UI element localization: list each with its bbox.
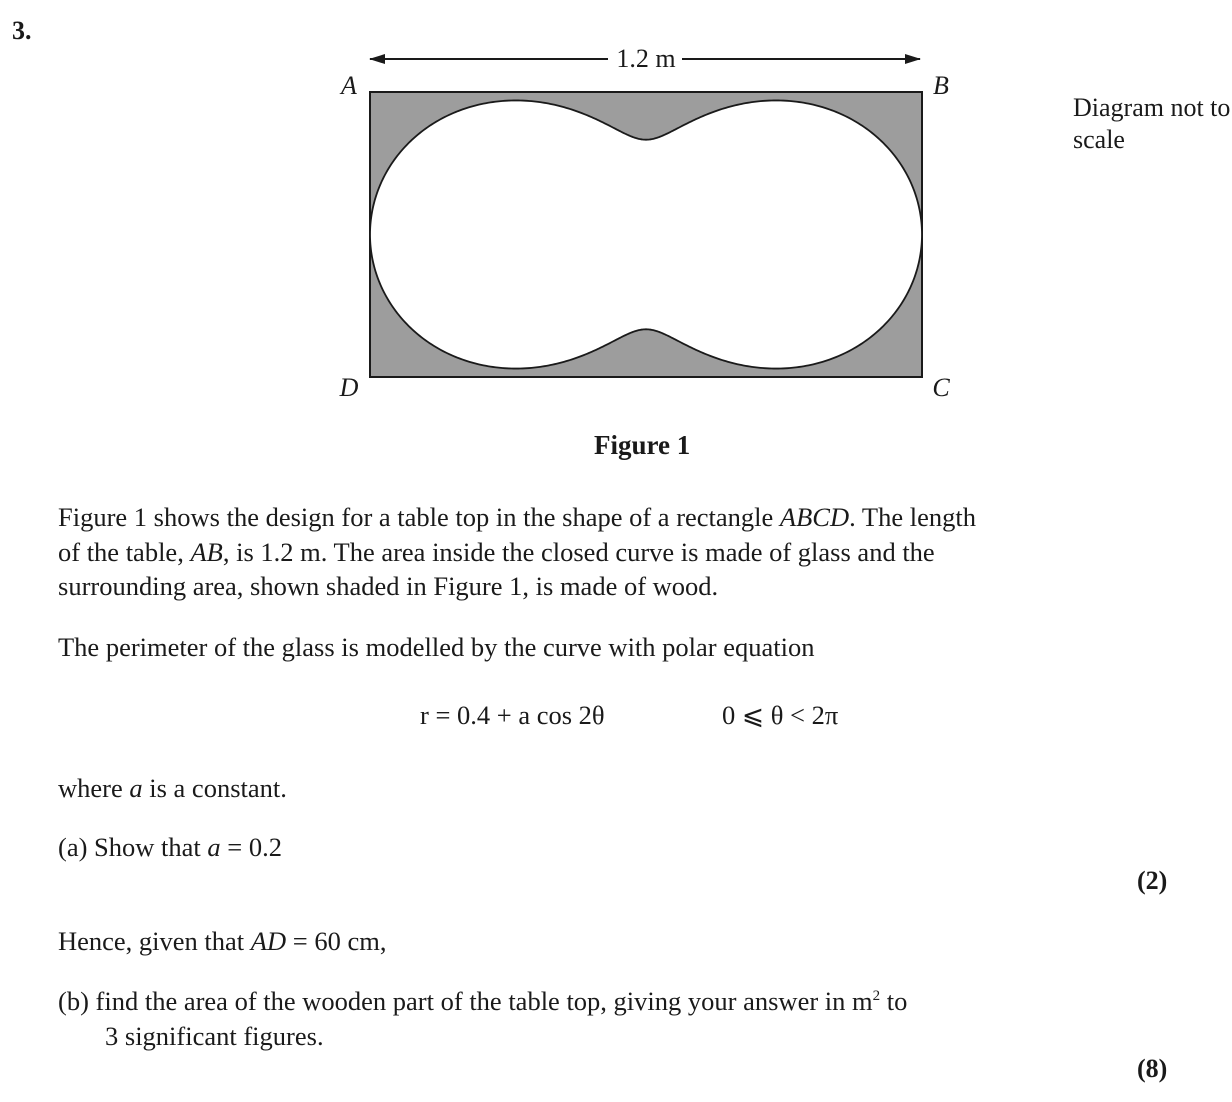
vertex-label-a: A xyxy=(341,71,357,100)
intro-line-3: surrounding area, shown shaded in Figure 1, is made of wood. xyxy=(58,571,719,601)
part-a: (a) Show that a = 0.2 xyxy=(58,832,282,862)
intro-line-2: of the table, AB, is 1.2 m. The area inside the closed curve is made of glass and the xyxy=(58,536,935,567)
part-a-marks: (2) xyxy=(1137,866,1168,895)
model-paragraph: The perimeter of the glass is modelled by the curve with polar equation xyxy=(58,632,815,662)
intro-line-1: Figure 1 shows the design for a table top in the shape of a rectangle ABCD. The length xyxy=(58,502,976,532)
theta-domain: 0 ⩽ θ < 2π xyxy=(722,700,839,730)
polar-equation: r = 0.4 + a cos 2θ xyxy=(420,700,605,730)
part-b xyxy=(58,984,907,1053)
figure-caption: Figure 1 xyxy=(594,430,691,460)
vertex-label-d: D xyxy=(339,373,359,402)
figure-1-diagram xyxy=(0,0,1232,430)
question-number: 3. xyxy=(12,16,32,45)
width-label: 1.2 m xyxy=(616,44,676,73)
part-b-line-1: (b) find the area of the wooden part of the table top, giving your answer in $m^2$ to xyxy=(58,986,908,1016)
where-constant-line: where a is a constant. xyxy=(58,773,287,803)
glass-polar-curve xyxy=(370,100,922,368)
part-b-marks: (8) xyxy=(1137,1054,1168,1083)
hence-line: Hence, given that AD = 60 cm, xyxy=(58,926,387,956)
vertex-label-c: C xyxy=(932,373,950,402)
part-b-line-2: 3 significant figures. xyxy=(105,1020,324,1051)
vertex-label-b: B xyxy=(933,71,949,100)
diagram-not-to-scale-note: Diagram not to scale xyxy=(1073,93,1231,154)
intro-paragraph xyxy=(58,500,976,604)
